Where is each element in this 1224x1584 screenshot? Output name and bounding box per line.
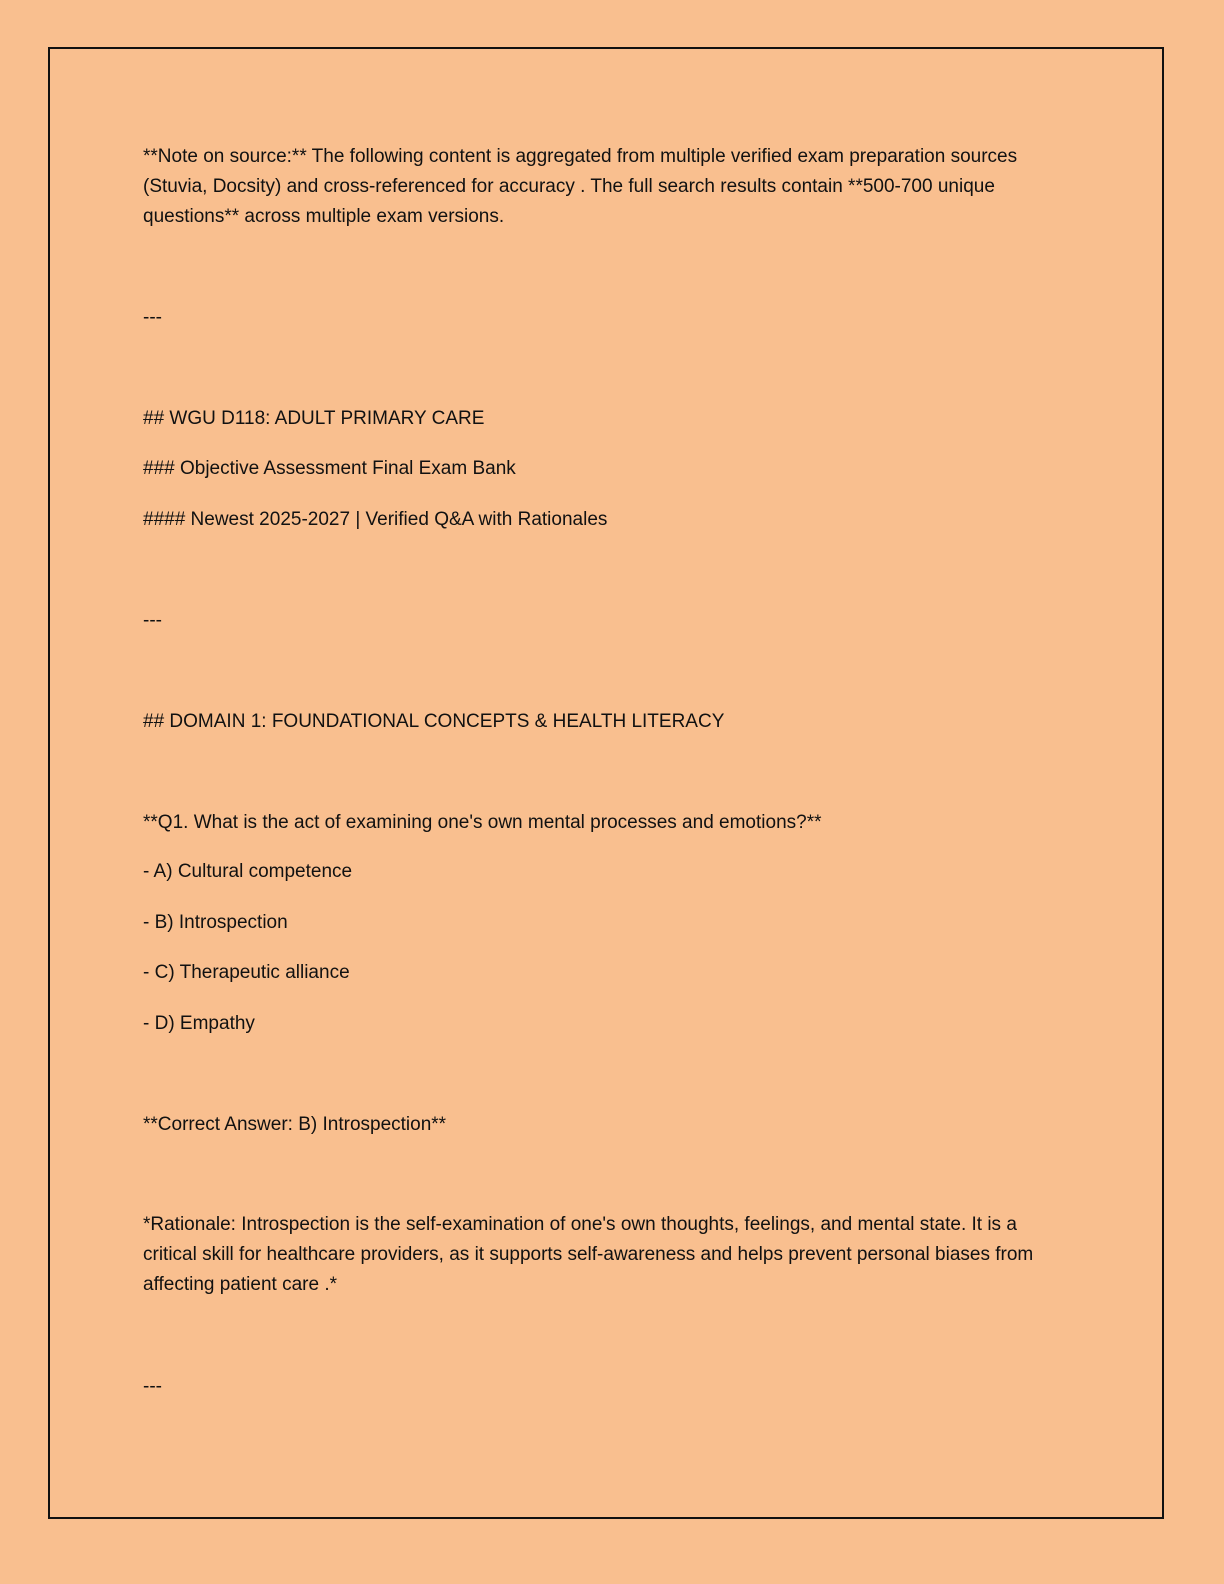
option-d: - D) Empathy — [143, 1013, 255, 1034]
course-heading: ## WGU D118: ADULT PRIMARY CARE — [143, 408, 485, 429]
source-note-paragraph: **Note on source:** The following content is aggregated from multiple verified exam preparation sources (Stuvia, Docsity) and cross-referenced for accuracy . The full search results contain **500-700 unique questions** across multiple exam versions. — [143, 146, 1018, 227]
edition-heading: #### Newest 2025-2027 | Verified Q&A with Rationales — [143, 509, 608, 530]
question-text: **Q1. What is the act of examining one's own mental processes and emotions?** — [143, 812, 822, 833]
divider-3: --- — [143, 1376, 162, 1397]
option-a: - A) Cultural competence — [143, 861, 353, 882]
option-b: - B) Introspection — [143, 912, 288, 933]
divider-1: --- — [143, 307, 162, 328]
rationale-paragraph: *Rationale: Introspection is the self-examination of one's own thoughts, feelings, and mental state. It is a critical skill for healthcare providers, as it supports self-awareness and helps prevent personal biases from affecting patient care .* — [143, 1214, 1034, 1295]
assessment-heading: ### Objective Assessment Final Exam Bank — [143, 458, 516, 479]
option-c: - C) Therapeutic alliance — [143, 962, 350, 983]
divider-2: --- — [143, 610, 162, 631]
correct-answer: **Correct Answer: B) Introspection** — [143, 1114, 447, 1135]
domain-heading: ## DOMAIN 1: FOUNDATIONAL CONCEPTS & HEALTH LITERACY — [143, 711, 725, 732]
